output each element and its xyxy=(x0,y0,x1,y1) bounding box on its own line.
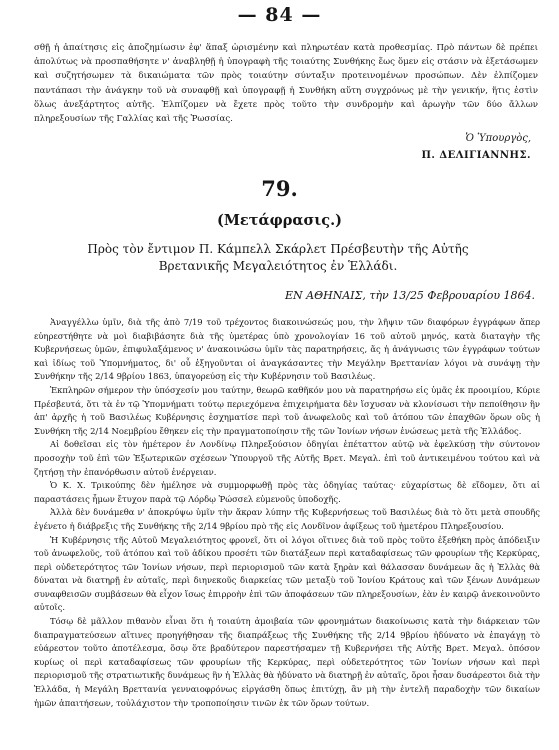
body-paragraph: Ἡ Κυβέρνησις τῆς Αὐτοῦ Μεγαλειότητος φρονεῖ, ὅτι οἱ λόγοι οἵτινες διὰ τοῦ πρὸς τοῦτο ἐξεθήκη πρὸς ἀπόδειξιν τοῦ ἀνωφελοῦς, τοῦ ἀτόπου καὶ τοῦ ἀδίκου προσέτι τῶν διατάξεων περὶ καταδαφίσεως τῶν φρουρίων τῆς Κερκύρας, περὶ οὐδετερότητος τῶν Ἰονίων νήσων, περὶ περιορισμοῦ τῶν κατὰ ξηρὰν καὶ θάλασσαν δυνάμεων ἃς ἡ Ἑλλὰς θὰ δύναται νὰ διατηρῇ ἐν αὐταῖς, περὶ διηνεκοῦς διαρκείας τῶν μεταξὺ τοῦ Ἰονίου Κράτους καὶ τῶν ξένων Δυνάμεων συναφθεισῶν συμβάσεων θὰ εἶχον ἴσως ἐπιρροὴν ἐπὶ τῶν ἀποφάσεων τῶν πληρεξουσίων, ἐὰν ἐν καιρῷ ἀνεκοινοῦντο αὐτοῖς. xyxy=(34,534,540,613)
dateline: ΕΝ ΑΘΗΝΑΙΣ, τὴν 13/25 Φεβρουαρίου 1864. xyxy=(284,289,535,302)
document-number: 79. xyxy=(261,176,298,201)
body-paragraph: Ὁ Κ. Χ. Τρικούπης δὲν ἠμέλησε νὰ συμμορφωθῇ πρὸς τὰς ὁδηγίας ταύτας· εὐχαρίστως δὲ εἴδομεν, ὅτι αἱ παραστάσεις ἧμων ἔτυχον παρὰ τῷ Λόρδῳ Ῥώσσελ εὐμενοῦς ὑποδοχῆς. xyxy=(34,480,540,504)
signatory-name: Π. ΔΕΛΙΓΙΑΝΝΗΣ. xyxy=(421,150,531,161)
body-paragraph: Τόσῳ δὲ μᾶλλον πιθανὸν εἶναι ὅτι ἡ τοιαύτη ἀμοιβαία τῶν φρονημάτων διακοίνωσις κατὰ τὴν διάρκειαν τῶν διαπραγματεύσεων αἵτινες προηγήθησαν τῆς διαπράξεως τῆς Συνθήκης τῆς 2/14 9βρίου ἠδύνατο νὰ ἐπαγάγῃ τὸ εὐάρεστον τοῦτο ἀποτέλεσμα, ὅσῳ ὅτε βραδύτερον παρεστήσαμεν τῇ Κυβερνήσει τῆς Αὐτῆς Βρετ. Μεγαλ. ὁπόσον κυρίως οἱ περὶ καταδαφίσεως τῶν φρουρίων τῆς Κερκύρας, περὶ οὐδετερότητος τῶν Ἰονίων νήσων καὶ περὶ περιορισμοῦ τῆς στρατιωτικῆς δυνάμεως ἣν ἡ Ἑλλὰς θὰ ἠδύνατο νὰ διατηρῇ ἐν αὐταῖς, ὅροι ἦσαν δυσάρεστοι διὰ τὴν Ἑλλάδα, ἡ Μεγάλη Βρεττανία γενναιοφρόνως εἰργάσθη ὅπως ἐπιτύχῃ, ἂν μὴ τὴν ἐντελῆ παραδοχὴν τῶν δικαίων ἡμῶν ἀπαιτήσεων, τοὐλάχιστον τὴν τροποποίησιν τινῶν ἐκ τῶν ὅρων τούτων. xyxy=(34,616,540,708)
opening-paragraph: σθῇ ἡ ἀπαίτησις εἰς ἀποζημίωσιν ἐφ' ἅπαξ ὡρισμένην καὶ πληρωτέαν κατὰ προθεσμίας. Πρὸ πάντων δὲ πρέπει ἀπολύτως νὰ προσπαθήσητε ν' ἀναβληθῇ ἡ ὑπογραφὴ τῆς τοιαύτης Συνθήκης ἕως ὅμεν εἰς στάσιν νὰ ἐξετάσωμεν καὶ συζητήσωμεν τὰ δικαιώματα τῶν πρὸς τοιαύτην σύνταξιν προτεινομένων προσώπων. Δὲν ἐλπίζομεν παντάπασι τὴν ἀνάγκην τοῦ νὰ συναφθῇ καὶ ὑπογραφῇ ἡ Συνθήκη αὕτη συγχρόνως μὲ τὴν γενικήν, ἥτις ἐστὶν ὅλως ἀνεξάρτητος αὐτῆς. Ἐλπίζομεν νὰ ἔχετε πρὸς τοῦτο τὴν συνδρομὴν καὶ ἀρωγὴν τῶν δύο ἄλλων πληρεξουσίων τῆς Γαλλίας καὶ τῆς Ῥωσσίας. xyxy=(34,43,538,125)
body-paragraph: Ἐκπληρῶν σήμερον τὴν ὑπόσχεσίν μου ταύτην, θεωρῶ καθῆκόν μου νὰ παρατηρήσω εἰς ὑμᾶς ἐκ προοιμίου, Κύριε Πρέσβευτά, ὅτι τὰ ἐν τῷ Ὑπομνήματι τούτῳ περιεχόμενα ἐπιχειρήματα δὲν ἴσχυσαν νὰ κλονίσωσι τὴν πεποίθησιν ἣν ἀπ' ἀρχῆς ἡ τοῦ Βασιλέως Κυβέρνησις ἐσχηματίσε περὶ τοῦ ἀνωφελοῦς καὶ τοῦ ἀτόπου τῶν ἐπαχθῶν ὅρων οὓς ἡ Συνθήκη τῆς 2/14 Νοεμβρίου ἔθηκεν εἰς τὴν πραγματοποίησιν τῆς τῶν Ἰονίων νήσων ἑνώσεως μετὰ τῆς Ἑλλάδος. xyxy=(34,384,540,436)
signatory-role: Ὁ Ὑπουργὸς, xyxy=(465,133,531,144)
letter-body xyxy=(34,316,540,710)
body-paragraph: Ἀλλὰ δὲν δυνάμεθα ν' ἀποκρύψω ὑμῖν τὴν ἄκραν λύπην τῆς Κυβερνήσεως τοῦ Βασιλέως διὰ τὸ ὅτι μετὰ σπουδῆς ἐγένετο ἡ διάβρεξις τῆς Συνθήκης τῆς 2/14 9βρίου πρὸ τῆς εἰς Λονδῖνον ἀφίξεως τοῦ ἡμετέρου Πληρεξουσίου. xyxy=(34,507,540,531)
page-number: — 84 — xyxy=(237,4,322,26)
body-paragraph: Αἱ δοθεῖσαι εἰς τὸν ἡμέτερον ἐν Λονδίνῳ Πληρεξούσιον ὁδηγίαι ἐπέταττον αὐτῷ νὰ ἐφελκύσῃ τὴν σύντονον προσοχὴν τοῦ ἐπὶ τῶν Ἐξωτερικῶν σχέσεων Ὑπουργοῦ τῆς Αὐτῆς Βρετ. Μεγαλ. ἐπὶ τοῦ ἀντικειμένου τούτου καὶ νὰ ζητήσῃ τὴν ἐπανόρθωσιν αὐτοῦ ἐνέργειαν. xyxy=(34,439,540,477)
document-type-heading: (Μετάφρασις.) xyxy=(216,212,342,229)
body-paragraph: Ἀναγγέλλω ὑμῖν, διὰ τῆς ἀπὸ 7/19 τοῦ τρέχοντος διακοινώσεώς μου, τὴν λῆψιν τῶν διαφόρων ἐγγράφων ἅπερ εὐηρεστήθητε νὰ μοὶ διαβιβάσητε διὰ τῆς ὑμετέρας ὑπὸ χρονολογίαν 16 τοῦ αὐτοῦ μηνός, κατὰ διαταγὴν τῆς Κυβερνήσεως ὑμῶν, ἐπιφυλαξάμενος ν' ἀνακοινώσω ὑμῖν τὰς παρατηρήσεις, ἅς ἡ ἀνάγνωσις τῶν ἐγγράφων τούτων καὶ ἰδίως τοῦ Ὑπομνήματος, δι' οὗ ἐξηγοῦνται οἱ ἀναγκάσαντες τὴν Μεγάλην Βρεττανίαν λόγοι νὰ συνάψῃ τὴν Συνθήκην τῆς 2/14 9βρίου 1863, ὑπαγορεύσῃ εἰς τὴν Κυβέρνησιν τοῦ Βασιλέως. xyxy=(34,317,540,382)
addressee-line: Πρὸς τὸν ἔντιμον Π. Κάμπελλ Σκάρλετ Πρέσβευτὴν τῆς Αὐτῆς Βρετανικῆς Μεγαλειότητος ἐν Ἑλλάδι. xyxy=(87,242,469,273)
